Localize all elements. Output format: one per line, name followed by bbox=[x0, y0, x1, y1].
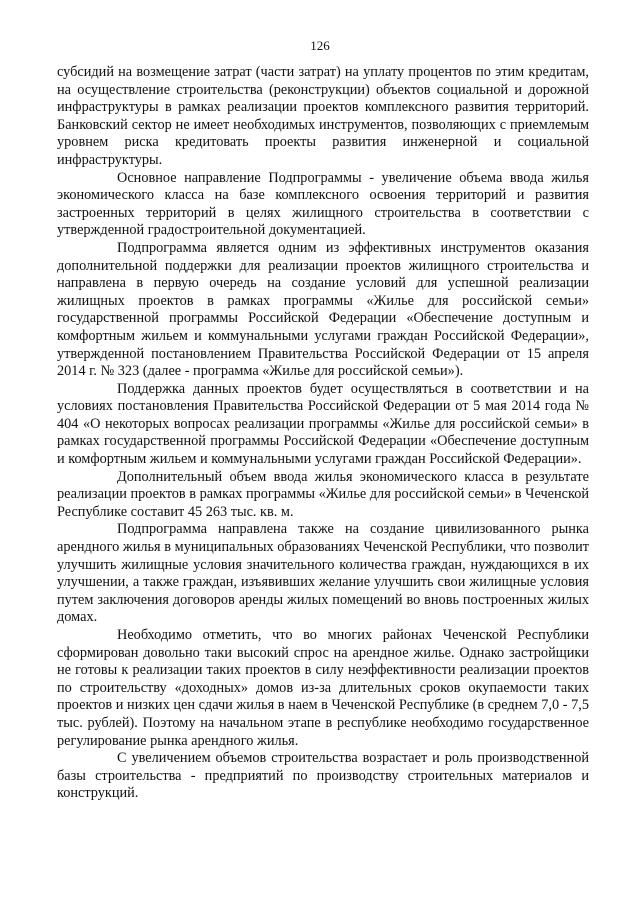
paragraph: Поддержка данных проектов будет осуществляться в соответствии и на условиях постановления Правительства Российской Федерации от 5 мая 2014 года № 404 «О некоторых вопросах реализации программы «Жилье для российской семьи» в рамках государственной программы Российской Федерации «Обеспечение доступным и комфортным жильем и коммунальными услугами граждан Российской Федерации». bbox=[57, 380, 589, 468]
paragraph: С увеличением объемов строительства возрастает и роль производственной базы строительства - предприятий по производству строительных материалов и конструкций. bbox=[57, 750, 589, 802]
paragraph: Подпрограмма является одним из эффективных инструментов оказания дополнительной поддержки для реализации проектов жилищного строительства и направлена в первую очередь на создание условий для успешной реализации жилищных проектов в рамках программы «Жилье для российской семьи» государственной программы Российской Федерации «Обеспечение доступным и комфортным жильем и коммунальными услугами граждан Российской Федерации», утвержденной постановлением Правительства Российской Федерации от 15 апреля 2014 г. № 323 (далее - программа «Жилье для российской семьи»). bbox=[57, 239, 589, 380]
paragraph: Основное направление Подпрограммы - увеличение объема ввода жилья экономического класса на базе комплексного освоения территорий и развития застроенных территорий в целях жилищного строительства в соответствии с утвержденной градостроительной документацией. bbox=[57, 169, 589, 239]
page-number: 126 bbox=[310, 38, 330, 53]
paragraph: Необходимо отметить, что во многих районах Чеченской Республики сформирован довольно таки высокий спрос на арендное жилье. Однако застройщики не готовы к реализации таких проектов в силу неэффективности реализации проектов по строительству «доходных» домов из-за длительных сроков окупаемости таких проектов и низких цен сдачи жилья в наем в Чеченской Республике (в среднем 7,0 - 7,5 тыс. рублей). Поэтому на начальном этапе в республике необходимо государственное регулирование рынка арендного жилья. bbox=[57, 627, 589, 749]
paragraph: Подпрограмма направлена также на создание цивилизованного рынка арендного жилья в муниципальных образованиях Чеченской Республики, что позволит улучшить жилищные условия значительного количества граждан, нуждающихся в их улучшении, а также граждан, изъявивших желание улучшить свои жилищные условия путем заключения договоров аренды жилых помещений во вновь построенных жилых домах. bbox=[57, 521, 589, 626]
paragraph: Дополнительный объем ввода жилья экономического класса в результате реализации проектов в рамках программы «Жилье для российской семьи» в Чеченской Республике составит 45 263 тыс. кв. м. bbox=[57, 468, 589, 520]
paragraph-continuation: субсидий на возмещение затрат (части затрат) на уплату процентов по этим кредитам, на осуществление строительства (реконструкции) объектов социальной и дорожной инфраструктуры в рамках реализации проектов комплексного развития территорий. Банковский сектор не имеет необходимых инструментов, позволяющих с приемлемым уровнем риска кредитовать проекты развития инженерной и социальной инфраструктуры. bbox=[57, 64, 589, 168]
document-body bbox=[57, 64, 589, 803]
